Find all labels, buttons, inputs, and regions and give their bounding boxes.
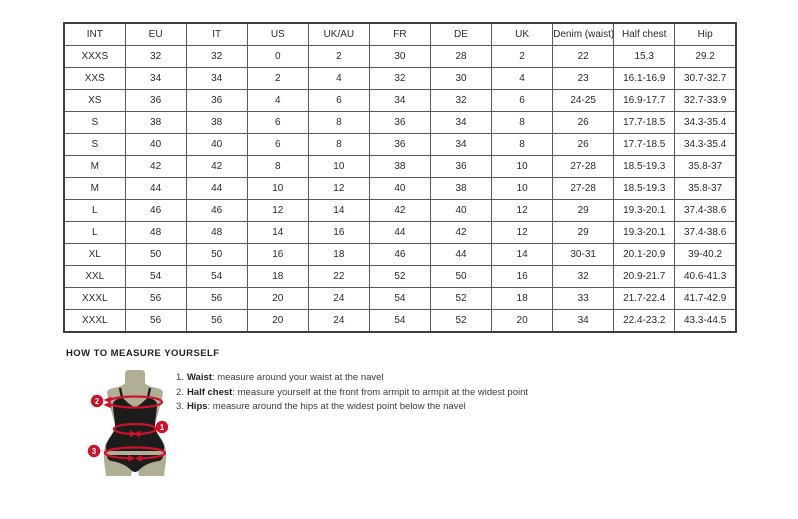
size-cell: 46: [369, 244, 430, 266]
size-cell: 36: [125, 90, 186, 112]
size-cell: 12: [492, 200, 553, 222]
instruction-number: 3.: [176, 401, 184, 412]
size-cell: 42: [430, 222, 491, 244]
size-cell: 56: [125, 310, 186, 333]
size-cell: 40.6-41.3: [675, 266, 736, 288]
size-cell: 34: [430, 112, 491, 134]
size-cell: 29: [553, 222, 614, 244]
size-cell: 34.3-35.4: [675, 112, 736, 134]
size-cell: 21.7-22.4: [614, 288, 675, 310]
size-cell: 16.1-16.9: [614, 68, 675, 90]
size-cell: 32: [553, 266, 614, 288]
size-cell: 32: [430, 90, 491, 112]
size-cell: 10: [492, 178, 553, 200]
size-cell: 20: [247, 310, 308, 333]
size-cell: 38: [430, 178, 491, 200]
size-cell: 54: [186, 266, 247, 288]
column-header: UK: [492, 23, 553, 46]
size-cell: 24: [308, 288, 369, 310]
size-cell: 34.3-35.4: [675, 134, 736, 156]
size-cell: 8: [308, 112, 369, 134]
size-cell: 38: [369, 156, 430, 178]
size-cell: 56: [186, 288, 247, 310]
size-cell: 38: [186, 112, 247, 134]
size-cell: 29: [553, 200, 614, 222]
size-cell: 35.8-37: [675, 156, 736, 178]
size-cell: 12: [492, 222, 553, 244]
size-cell: 19.3-20.1: [614, 200, 675, 222]
table-body: [64, 46, 736, 333]
size-cell: XL: [64, 244, 125, 266]
table-row: [64, 68, 736, 90]
size-cell: 30-31: [553, 244, 614, 266]
size-cell: 20.9-21.7: [614, 266, 675, 288]
size-cell: 34: [430, 134, 491, 156]
size-cell: 56: [186, 310, 247, 333]
table-row: [64, 310, 736, 333]
size-cell: 24: [308, 310, 369, 333]
size-cell: 15.3: [614, 46, 675, 68]
size-cell: 46: [125, 200, 186, 222]
size-cell: 10: [308, 156, 369, 178]
size-cell: 16: [492, 266, 553, 288]
instruction-text: measure yourself at the front from armpit to armpit at the widest point: [234, 386, 529, 398]
half-chest-badge: [91, 395, 103, 407]
size-cell: 14: [308, 200, 369, 222]
size-cell: 34: [125, 68, 186, 90]
size-cell: 6: [247, 112, 308, 134]
table-row: [64, 200, 736, 222]
size-cell: XXS: [64, 68, 125, 90]
size-cell: 40: [186, 134, 247, 156]
waist-badge-label: 1: [159, 423, 165, 432]
instruction-separator: :: [211, 372, 215, 383]
column-header: US: [247, 23, 308, 46]
half-chest-badge-label: 2: [94, 397, 100, 406]
size-cell: 10: [492, 156, 553, 178]
size-cell: L: [64, 222, 125, 244]
size-cell: 16: [247, 244, 308, 266]
size-cell: M: [64, 178, 125, 200]
size-cell: 16.9-17.7: [614, 90, 675, 112]
size-cell: 26: [553, 112, 614, 134]
size-cell: 18.5-19.3: [614, 178, 675, 200]
instruction-text: measure around your waist at the navel: [214, 372, 384, 383]
size-cell: XXXS: [64, 46, 125, 68]
measure-instructions: [176, 373, 528, 417]
table-row: [64, 288, 736, 310]
column-header: FR: [369, 23, 430, 46]
size-cell: XXXL: [64, 310, 125, 333]
column-header: DE: [430, 23, 491, 46]
instruction-term: Half chest: [186, 386, 233, 398]
mannequin-illustration: [78, 367, 188, 482]
size-cell: 23: [553, 68, 614, 90]
instruction-separator: :: [207, 401, 211, 412]
size-cell: 39-40.2: [675, 244, 736, 266]
size-cell: 33: [553, 288, 614, 310]
instruction-line: [176, 373, 528, 383]
size-cell: 22: [308, 266, 369, 288]
size-cell: 16: [308, 222, 369, 244]
size-cell: 22: [553, 46, 614, 68]
size-cell: 14: [247, 222, 308, 244]
size-cell: 2: [247, 68, 308, 90]
size-cell: 52: [369, 266, 430, 288]
table-row: [64, 134, 736, 156]
size-cell: 54: [369, 288, 430, 310]
column-header: Half chest: [614, 23, 675, 46]
size-cell: 54: [369, 310, 430, 333]
size-cell: 42: [186, 156, 247, 178]
size-cell: 26: [553, 134, 614, 156]
size-cell: M: [64, 156, 125, 178]
size-cell: 22.4-23.2: [614, 310, 675, 333]
size-cell: 56: [125, 288, 186, 310]
table-row: [64, 112, 736, 134]
size-cell: 42: [369, 200, 430, 222]
hips-badge: [88, 445, 100, 457]
instruction-number: 1.: [176, 372, 184, 383]
size-cell: 30: [430, 68, 491, 90]
size-cell: 32: [186, 46, 247, 68]
table-row: [64, 90, 736, 112]
size-cell: 41.7-42.9: [675, 288, 736, 310]
size-chart-table: [63, 22, 737, 333]
size-cell: 54: [125, 266, 186, 288]
size-cell: 43.3-44.5: [675, 310, 736, 333]
size-cell: 17.7-18.5: [614, 112, 675, 134]
size-cell: 50: [125, 244, 186, 266]
size-cell: 19.3-20.1: [614, 222, 675, 244]
size-cell: 27-28: [553, 178, 614, 200]
size-cell: 8: [492, 112, 553, 134]
size-cell: 14: [492, 244, 553, 266]
size-cell: 4: [308, 68, 369, 90]
size-cell: 40: [430, 200, 491, 222]
size-cell: 32.7-33.9: [675, 90, 736, 112]
size-cell: 44: [430, 244, 491, 266]
table-row: [64, 178, 736, 200]
size-cell: 18.5-19.3: [614, 156, 675, 178]
size-cell: 6: [492, 90, 553, 112]
size-cell: S: [64, 134, 125, 156]
size-cell: 42: [125, 156, 186, 178]
size-cell: 30: [369, 46, 430, 68]
size-cell: 8: [492, 134, 553, 156]
size-cell: 6: [247, 134, 308, 156]
size-cell: 8: [247, 156, 308, 178]
instruction-line: [176, 388, 528, 398]
size-cell: 36: [186, 90, 247, 112]
size-cell: XS: [64, 90, 125, 112]
table-row: [64, 222, 736, 244]
table-row: [64, 244, 736, 266]
size-cell: 12: [247, 200, 308, 222]
size-cell: 37.4-38.6: [675, 222, 736, 244]
hips-badge-label: 3: [91, 447, 97, 456]
size-cell: 2: [308, 46, 369, 68]
size-cell: 18: [492, 288, 553, 310]
size-cell: 34: [553, 310, 614, 333]
size-cell: 37.4-38.6: [675, 200, 736, 222]
size-cell: 50: [430, 266, 491, 288]
size-cell: 30.7-32.7: [675, 68, 736, 90]
size-cell: 36: [369, 134, 430, 156]
size-cell: 29.2: [675, 46, 736, 68]
size-cell: 44: [186, 178, 247, 200]
table-row: [64, 266, 736, 288]
column-header: IT: [186, 23, 247, 46]
size-cell: 28: [430, 46, 491, 68]
table-row: [64, 46, 736, 68]
instruction-number: 2.: [176, 386, 184, 398]
size-cell: 52: [430, 288, 491, 310]
column-header: UK/AU: [308, 23, 369, 46]
size-cell: 2: [492, 46, 553, 68]
instruction-separator: :: [232, 386, 235, 398]
size-cell: 27-28: [553, 156, 614, 178]
size-cell: L: [64, 200, 125, 222]
size-cell: 17.7-18.5: [614, 134, 675, 156]
size-cell: 34: [186, 68, 247, 90]
size-cell: 32: [125, 46, 186, 68]
size-cell: 20: [247, 288, 308, 310]
size-cell: 4: [492, 68, 553, 90]
table-row: [64, 156, 736, 178]
size-cell: 36: [369, 112, 430, 134]
size-cell: 10: [247, 178, 308, 200]
size-cell: XXXL: [64, 288, 125, 310]
size-cell: 40: [125, 134, 186, 156]
column-header: Denim (waist): [553, 23, 614, 46]
size-cell: 52: [430, 310, 491, 333]
size-cell: 32: [369, 68, 430, 90]
column-header: Hip: [675, 23, 736, 46]
size-cell: 6: [308, 90, 369, 112]
size-cell: 18: [247, 266, 308, 288]
size-cell: 48: [125, 222, 186, 244]
size-cell: 24-25: [553, 90, 614, 112]
instruction-term: Waist: [186, 372, 212, 383]
size-cell: 50: [186, 244, 247, 266]
size-cell: 35.8-37: [675, 178, 736, 200]
size-cell: 44: [369, 222, 430, 244]
size-cell: 34: [369, 90, 430, 112]
size-cell: 8: [308, 134, 369, 156]
size-cell: 48: [186, 222, 247, 244]
waist-badge: [156, 421, 168, 433]
size-cell: 12: [308, 178, 369, 200]
measure-heading: HOW TO MEASURE YOURSELF: [66, 348, 220, 359]
size-cell: 18: [308, 244, 369, 266]
size-cell: 36: [430, 156, 491, 178]
instruction-line: [176, 402, 528, 412]
size-cell: 38: [125, 112, 186, 134]
size-cell: 20: [492, 310, 553, 333]
column-header: INT: [64, 23, 125, 46]
size-cell: 0: [247, 46, 308, 68]
size-cell: 4: [247, 90, 308, 112]
size-cell: 20.1-20.9: [614, 244, 675, 266]
instruction-term: Hips: [186, 401, 208, 412]
size-cell: S: [64, 112, 125, 134]
instruction-text: measure around the hips at the widest point below the navel: [210, 401, 466, 412]
size-cell: 44: [125, 178, 186, 200]
column-header: EU: [125, 23, 186, 46]
size-cell: 40: [369, 178, 430, 200]
table-header-row: [64, 23, 736, 46]
size-cell: XXL: [64, 266, 125, 288]
size-cell: 46: [186, 200, 247, 222]
